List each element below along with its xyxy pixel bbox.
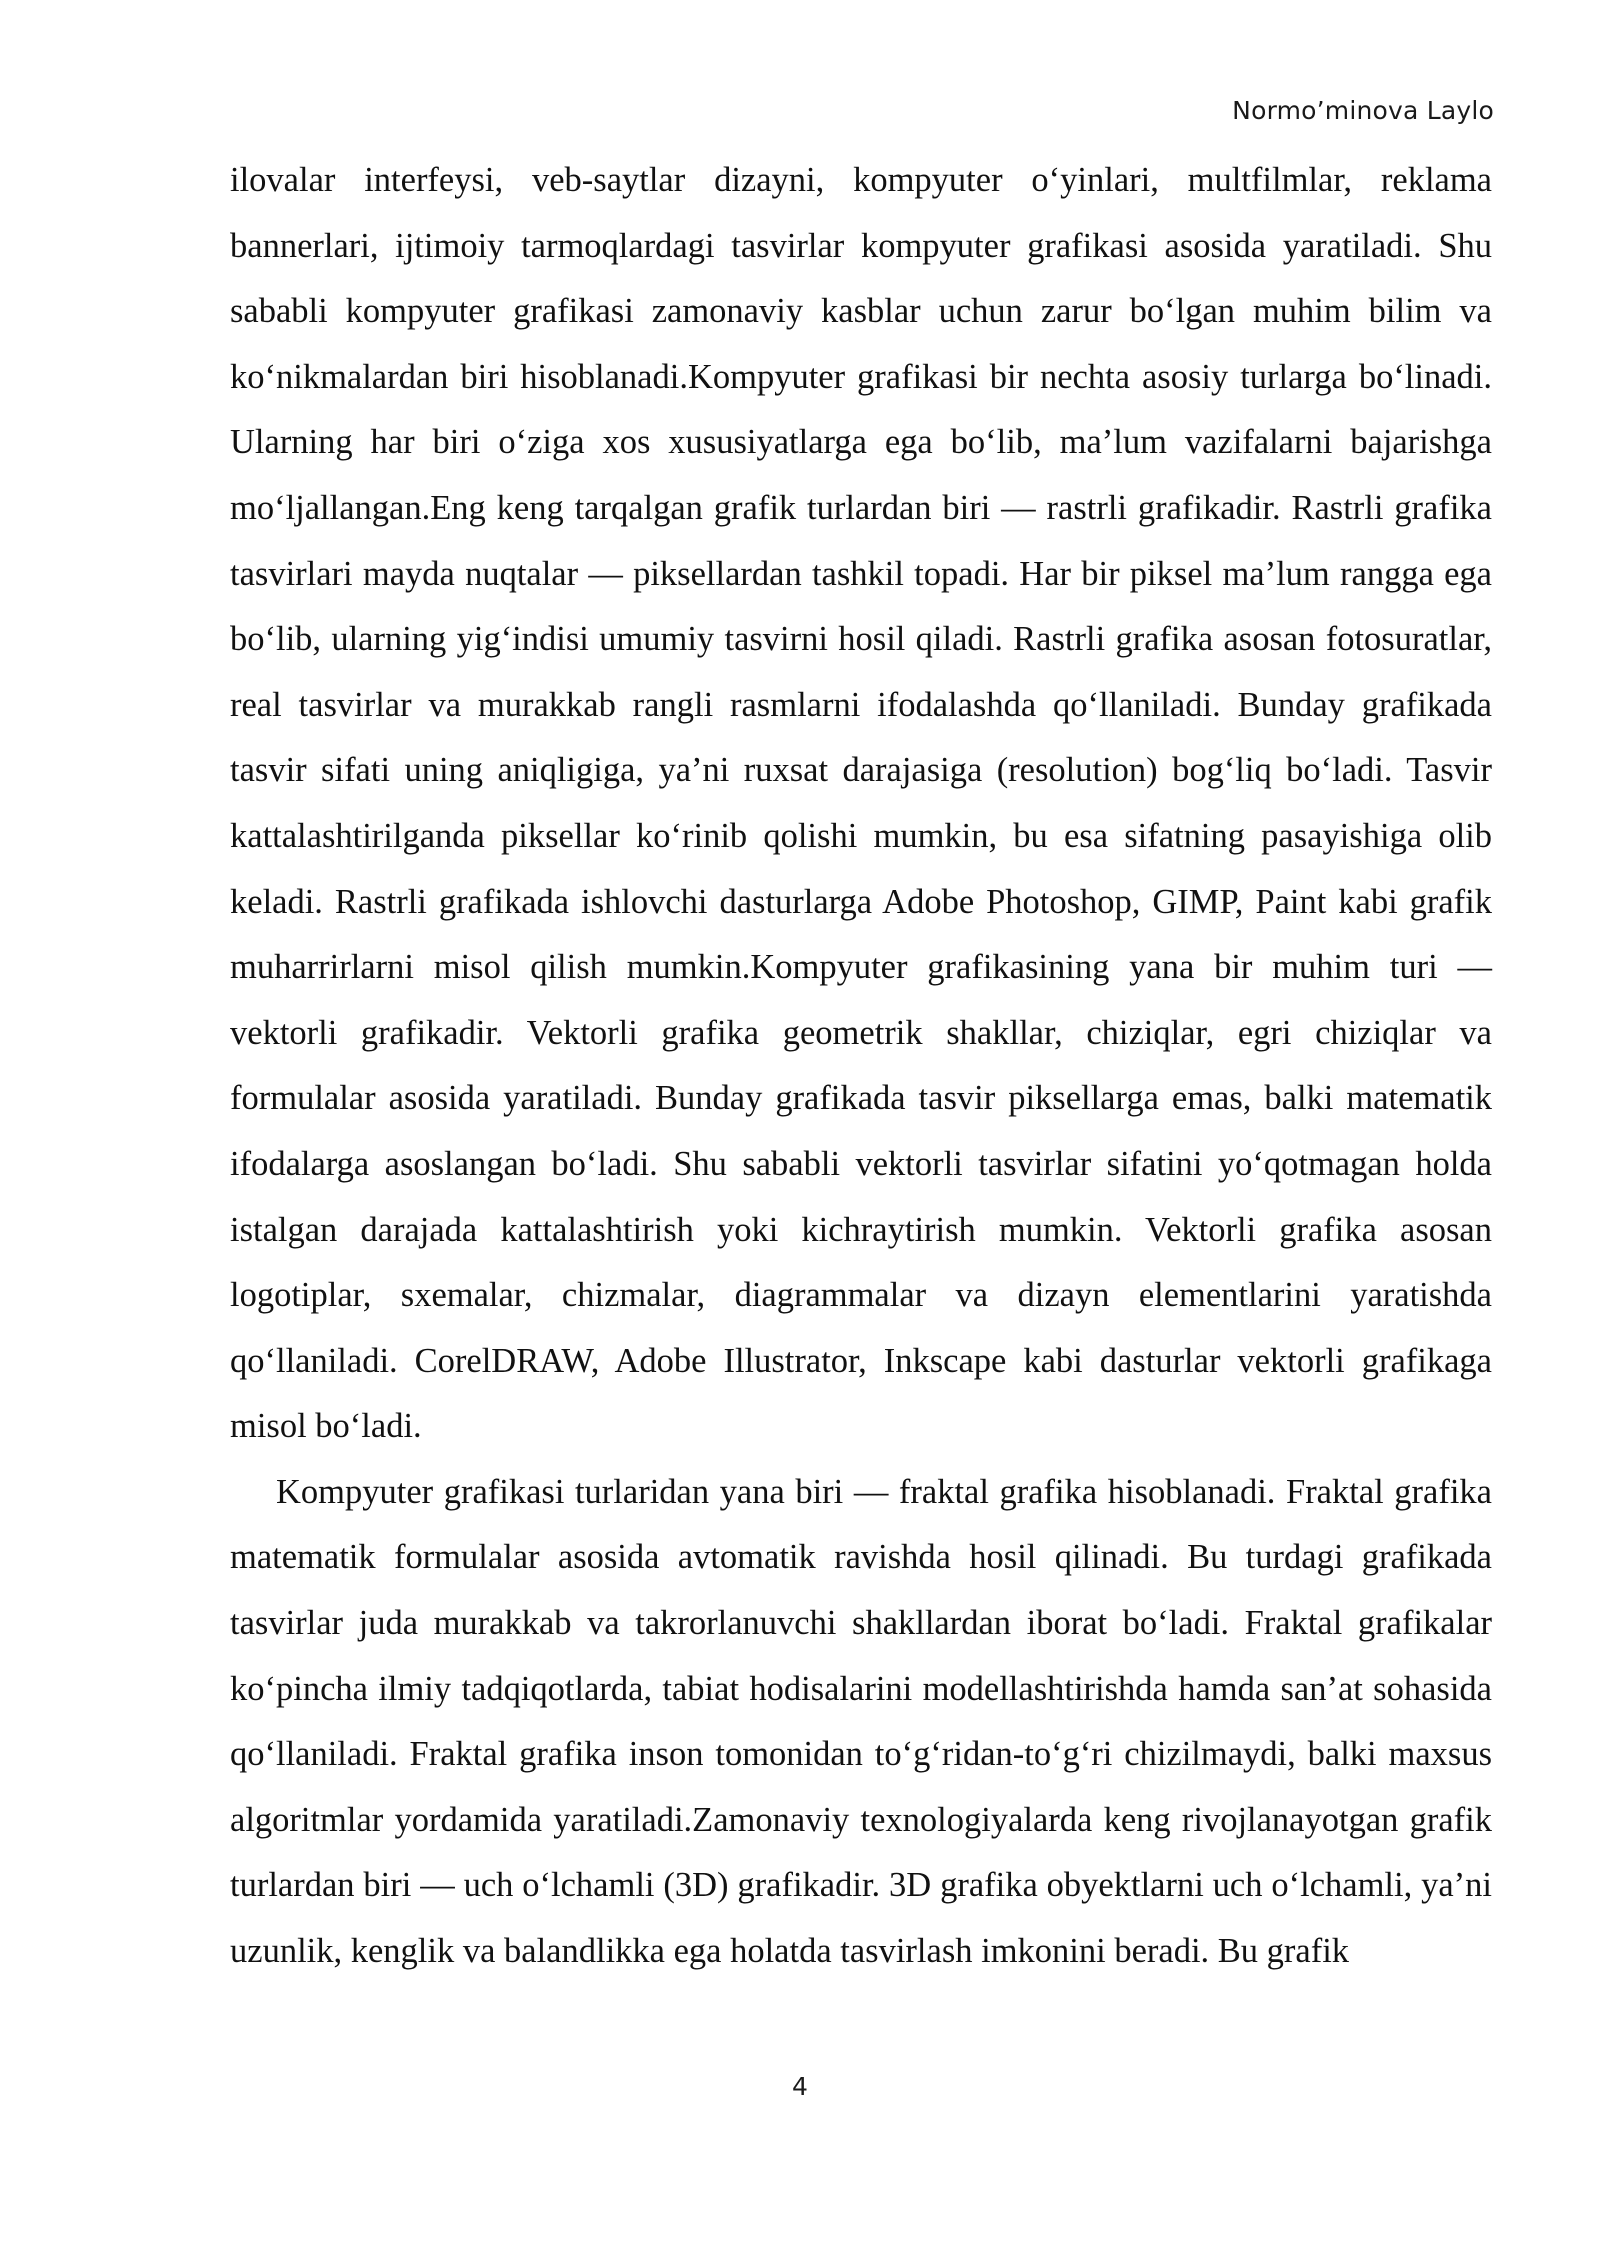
paragraph-2: Kompyuter grafikasi turlaridan yana biri — fraktal grafika hisoblanadi. Fraktal grafika matematik formulalar asosida avtomatik ravishda hosil qilinadi. Bu turdagi grafikada tasvirlar juda murakkab va takrorlanuvchi shakllardan iborat bo‘ladi. Fraktal grafikalar ko‘pincha ilmiy tadqiqotlarda, tabiat hodisalarini modellashtirishda hamda san’at sohasida qo‘llaniladi. Fraktal grafika inson tomonidan to‘g‘ridan-to‘g‘ri chizilmaydi, balki maxsus algoritmlar yordamida yaratiladi.Zamonaviy texnologiyalarda keng rivojlanayotgan grafik turlardan biri — uch o‘lchamli (3D) grafikadir. 3D grafika obyektlarni uch o‘lchamli, ya’ni uzunlik, kenglik va balandlikka ega holatda tasvirlash imkonini beradi. Bu grafik (230, 1472, 1492, 1971)
header-author-name: Normo’minova Laylo (1232, 96, 1494, 125)
paragraph-1: ilovalar interfeysi, veb-saytlar dizayni, kompyuter o‘yinlari, multfilmlar, reklama bannerlari, ijtimoiy tarmoqlardagi tasvirlar kompyuter grafikasi asosida yaratiladi. Shu sababli kompyuter grafikasi zamonaviy kasblar uchun zarur bo‘lgan muhim bilim va ko‘nikmalardan biri hisoblanadi.Kompyuter grafikasi bir nechta asosiy turlarga bo‘linadi. Ularning har biri o‘ziga xos xususiyatlarga ega bo‘lib, ma’lum vazifalarni bajarishga mo‘ljallangan.Eng keng tarqalgan grafik turlardan biri — rastrli grafikadir. Rastrli grafika tasvirlari mayda nuqtalar — piksellardan tashkil topadi. Har bir piksel ma’lum rangga ega bo‘lib, ularning yig‘indisi umumiy tasvirni hosil qiladi. Rastrli grafika asosan fotosuratlar, real tasvirlar va murakkab rangli rasmlarni ifodalashda qo‘llaniladi. Bunday grafikada tasvir sifati uning aniqligiga, ya’ni ruxsat darajasiga (resolution) bog‘liq bo‘ladi. Tasvir kattalashtirilganda piksellar ko‘rinib qolishi mumkin, bu esa sifatning pasayishiga olib keladi. Rastrli grafikada ishlovchi dasturlarga Adobe Photoshop, GIMP, Paint kabi grafik muharrirlarni misol qilish mumkin.Kompyuter grafikasining yana bir muhim turi — vektorli grafikadir. Vektorli grafika geometrik shakllar, chiziqlar, egri chiziqlar va formulalar asosida yaratiladi. Bunday grafikada tasvir piksellarga emas, balki matematik ifodalarga asoslangan bo‘ladi. Shu sababli vektorli tasvirlar sifatini yo‘qotmagan holda istalgan darajada kattalashtirish yoki kichraytirish mumkin. Vektorli grafika asosan logotiplar, sxemalar, chizmalar, diagrammalar va dizayn elementlarini yaratishda qo‘llaniladi. CorelDRAW, Adobe Illustrator, Inkscape kabi dasturlar vektorli grafikaga misol bo‘ladi. (230, 161, 1492, 1446)
body-text (230, 148, 1492, 1985)
page-number: 4 (792, 2072, 808, 2101)
